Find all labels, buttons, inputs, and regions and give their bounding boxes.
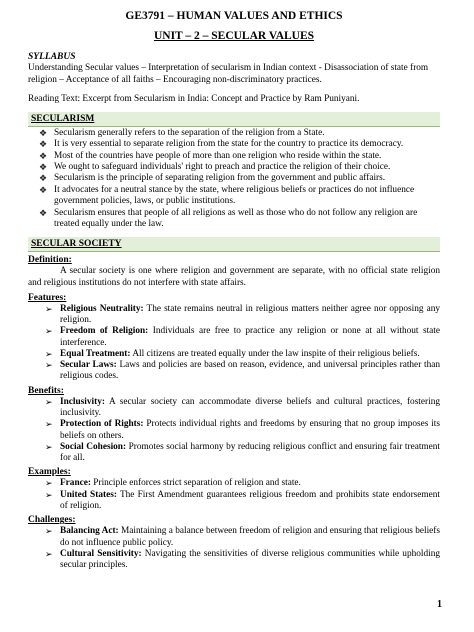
item-term: Social Cohesion: (60, 441, 127, 452)
bullet-text: It advocates for a neutral stance by the state, where religious beliefs or practices do not influence government policies, laws, or public institutions. (54, 184, 415, 207)
arrow-bullet-icon: ➢ (45, 489, 53, 500)
item-term: Balancing Act: (60, 526, 119, 537)
examples-list (28, 478, 440, 512)
benefits-label: Benefits: (28, 385, 64, 396)
arrow-bullet-icon: ➢ (45, 441, 53, 452)
diamond-bullet-icon: ❖ (39, 184, 48, 195)
benefits-item (28, 419, 440, 442)
item-text: The state remains neutral in religious matters neither agree nor opposing any religion. (60, 303, 440, 325)
section-heading-secularism: SECULARISM (28, 112, 440, 127)
secularism-bullet (28, 139, 440, 150)
arrow-bullet-icon: ➢ (45, 396, 53, 407)
bullet-text: Secularism generally refers to the separation of the religion from a State. (54, 127, 325, 138)
unit-title: UNIT – 2 – SECULAR VALUES (153, 30, 315, 42)
bullet-text: Most of the countries have people of more than one religion who reside within the state. (54, 150, 382, 161)
bullet-text: We ought to safeguard individuals' right to preach and practice the religion of their choice. (54, 162, 391, 172)
secularism-bullet (28, 173, 440, 184)
item-term: United States: (60, 489, 117, 500)
course-title: GE3791 – HUMAN VALUES AND ETHICS (125, 10, 343, 22)
examples-item (28, 478, 440, 489)
challenges-item (28, 526, 440, 549)
arrow-bullet-icon: ➢ (45, 326, 53, 337)
item-text: Protects individual rights and freedoms by ensuring that no group imposes its beliefs on others. (60, 419, 441, 441)
section-heading-secular-society: SECULAR SOCIETY (28, 237, 440, 252)
diamond-bullet-icon: ❖ (39, 173, 48, 184)
item-term: France: (60, 478, 91, 489)
arrow-bullet-icon: ➢ (45, 360, 53, 371)
item-text: Promotes social harmony by reducing religious conflict and ensuring fair treatment for all. (60, 441, 441, 464)
page-number: 1 (437, 599, 442, 610)
item-text: Maintaining a balance between freedom of religion and ensuring that religious beliefs do not influence public policy. (60, 526, 440, 548)
arrow-bullet-icon: ➢ (45, 419, 53, 430)
definition-text: A secular society is one where religion and government are separate, with no official state religion and religious institutions do not interfere with state affairs. (28, 266, 440, 289)
diamond-bullet-icon: ❖ (39, 162, 48, 172)
challenges-list (28, 526, 440, 571)
features-item (28, 326, 440, 349)
secularism-bullet (28, 128, 440, 139)
syllabus-text: Understanding Secular values – Interpretation of secularism in Indian context - Disassociation of state from religion – Acceptance of all faiths – Encouraging non-discriminatory practices. (28, 63, 429, 85)
secularism-bullet (28, 208, 440, 231)
arrow-bullet-icon: ➢ (45, 548, 53, 559)
diamond-bullet-icon: ❖ (39, 207, 48, 218)
item-text: The First Amendment guarantees religious freedom and prohibits state endorsement of religion. (60, 489, 440, 512)
item-term: Freedom of Religion: (60, 326, 149, 337)
arrow-bullet-icon: ➢ (45, 526, 53, 537)
challenges-label: Challenges: (28, 515, 76, 526)
secularism-bullet (28, 185, 440, 208)
arrow-bullet-icon: ➢ (45, 303, 53, 314)
benefits-list (28, 397, 440, 465)
bullet-text: It is very essential to separate religion from the state for the country to practice its democracy. (54, 139, 404, 150)
diamond-bullet-icon: ❖ (39, 127, 48, 138)
features-item (28, 304, 440, 327)
item-term: Equal Treatment: (60, 348, 131, 359)
item-term: Protection of Rights: (60, 419, 144, 430)
item-text: Laws and policies are based on reason, evidence, and universal principles rather than religious codes. (60, 360, 440, 382)
features-label: Features: (28, 292, 67, 303)
bullet-text: Secularism is the principle of separating religion from the government and public affairs. (54, 173, 386, 184)
diamond-bullet-icon: ❖ (39, 150, 48, 161)
examples-label: Examples: (28, 467, 71, 478)
features-list (28, 304, 440, 383)
item-text: All citizens are treated equally under the law inspite of their religious beliefs. (130, 348, 420, 359)
diamond-bullet-icon: ❖ (39, 139, 48, 150)
arrow-bullet-icon: ➢ (45, 478, 53, 489)
secularism-bullet-list (28, 128, 440, 231)
secularism-bullet (28, 162, 440, 173)
benefits-item (28, 442, 440, 465)
item-term: Cultural Sensitivity: (60, 548, 142, 559)
item-term: Inclusivity: (60, 396, 105, 407)
definition-label: Definition: (28, 255, 72, 266)
item-text: A secular society can accommodate diverse beliefs and cultural practices, fostering inclusivity. (60, 396, 440, 418)
syllabus-heading: SYLLABUS (28, 52, 76, 62)
benefits-item (28, 397, 440, 420)
item-term: Secular Laws: (60, 360, 117, 371)
features-item (28, 349, 440, 360)
item-term: Religious Neutrality: (60, 303, 144, 314)
features-item (28, 360, 440, 383)
arrow-bullet-icon: ➢ (45, 348, 53, 359)
examples-item (28, 490, 440, 513)
item-text: Navigating the sensitivities of diverse religious communities while upholding secular principles. (60, 548, 440, 571)
secularism-bullet (28, 151, 440, 162)
reading-text: Reading Text: Excerpt from Secularism in India: Concept and Practice by Ram Puniyani. (28, 94, 360, 105)
item-text: Individuals are free to practice any religion or none at all without state interference. (60, 326, 441, 348)
bullet-text: Secularism ensures that people of all religions as well as those who do not follow any religion are treated equally under the law. (54, 207, 418, 230)
challenges-item (28, 549, 440, 572)
item-text: Principle enforces strict separation of religion and state. (90, 478, 301, 489)
